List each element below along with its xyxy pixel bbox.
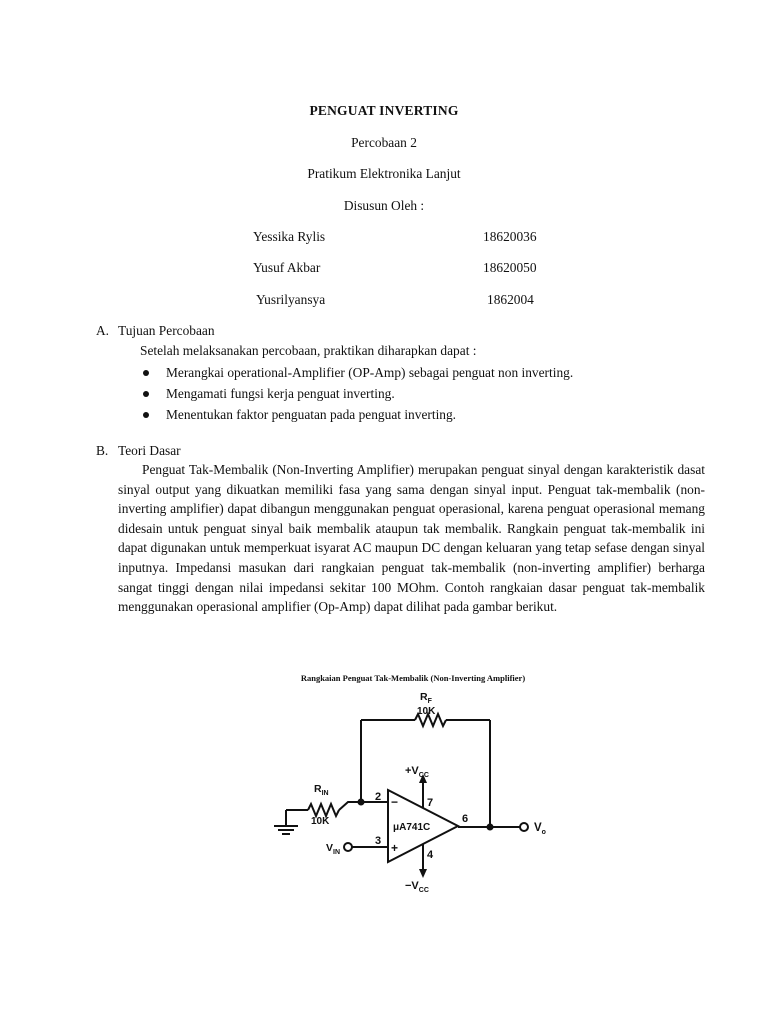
list-item [140,404,573,425]
section-b-letter: B. [96,443,109,458]
rf-label: $R_F$ [420,691,432,705]
list-item-text: Menentukan faktor penguatan pada penguat inverting. [166,407,457,422]
ground-icon [274,826,298,834]
vcc-neg-arrow-icon [419,869,427,878]
author-name: Yusuf Akbar [253,260,321,275]
pin-2-label: 2 [375,791,382,803]
vo-label: $V_o$ [534,822,546,836]
experiment-label: Percobaan 2 [351,135,417,150]
list-item-text: Mengamati fungsi kerja penguat inverting. [166,386,395,401]
author-nim: 18620036 [483,229,537,244]
circuit-diagram [268,690,568,895]
pin-6-label: 6 [462,813,469,825]
section-a-intro: Setelah melaksanakan percobaan, praktikan diharapkan dapat : [140,343,477,358]
vin-terminal-icon [344,843,352,851]
section-b-paragraph: Penguat Tak-Membalik (Non-Inverting Amplifier) merupakan penguat sinyal dengan karakteristik dasat sinyal output yang dikuatkan memiliki fasa yang sama dengan sinyal input. Penguat tak-membalik (non-inverting amplifier) dapat dibangun menggunakan penguat operasional, karena penguat operasional memang didesain untuk penguat sinyal baik membalik ataupun tak membalik. Rangkain penguat tak-membalik ini dapat digunakan untuk memperkuat isyarat AC maupun DC dengan keluaran yang tetap sefase dengan sinyal inputnya. Impedansi masukan dari rangkaian penguat tak-membalik (non-inverting amplifier) berharga sangat tinggi dengan nilai impedansi sekitar 100 MOhm. Contoh rangkaian dasar penguat tak-membalik menggunakan operasional amplifier (Op-Amp) dapat dilihat pada gambar berikut. [118,462,705,615]
author-name: Yessika Rylis [253,229,326,244]
pin-4-label: 4 [427,849,434,861]
course-name: Pratikum Elektronika Lanjut [307,166,461,181]
opamp-label: μA741C [393,822,431,833]
rin-label: $R_{IN}$ [314,783,329,797]
figure-caption: Rangkaian Penguat Tak-Membalik (Non-Inverting Amplifier) [300,673,526,683]
pin-3-label: 3 [375,835,382,847]
section-b-title: Teori Dasar [118,443,181,458]
vin-label: $V_{IN}$ [326,842,341,856]
section-a-title: Tujuan Percobaan [118,323,215,338]
rin-value: 10K [311,816,330,827]
author-nim: 18620050 [483,260,537,275]
compiled-by-label: Disusun Oleh : [343,198,425,213]
section-a-letter: A. [96,323,110,338]
list-item [140,362,573,383]
bullet-icon [143,412,149,418]
output-junction-dot-icon [487,824,494,831]
vo-terminal-icon [520,823,528,831]
rin-resistor-icon [308,804,339,816]
document-title: PENGUAT INVERTING [309,103,459,118]
bullet-icon [143,391,149,397]
junction-dot-icon [358,799,365,806]
rf-value: 10K [417,706,436,717]
noninverting-sign: + [391,841,399,855]
objective-list [140,362,573,425]
list-item [140,383,573,404]
vcc-pos-label: $+V_{CC}$ [405,765,429,779]
author-nim: 1862004 [487,292,534,307]
vcc-neg-label: $-V_{CC}$ [405,880,429,894]
list-item-text: Merangkai operational-Amplifier (OP-Amp) sebagai penguat non inverting. [166,365,574,380]
pin-7-label: 7 [427,797,434,809]
inverting-sign: − [391,795,399,809]
bullet-icon [143,370,149,376]
author-name: Yusrilyansya [256,292,326,307]
